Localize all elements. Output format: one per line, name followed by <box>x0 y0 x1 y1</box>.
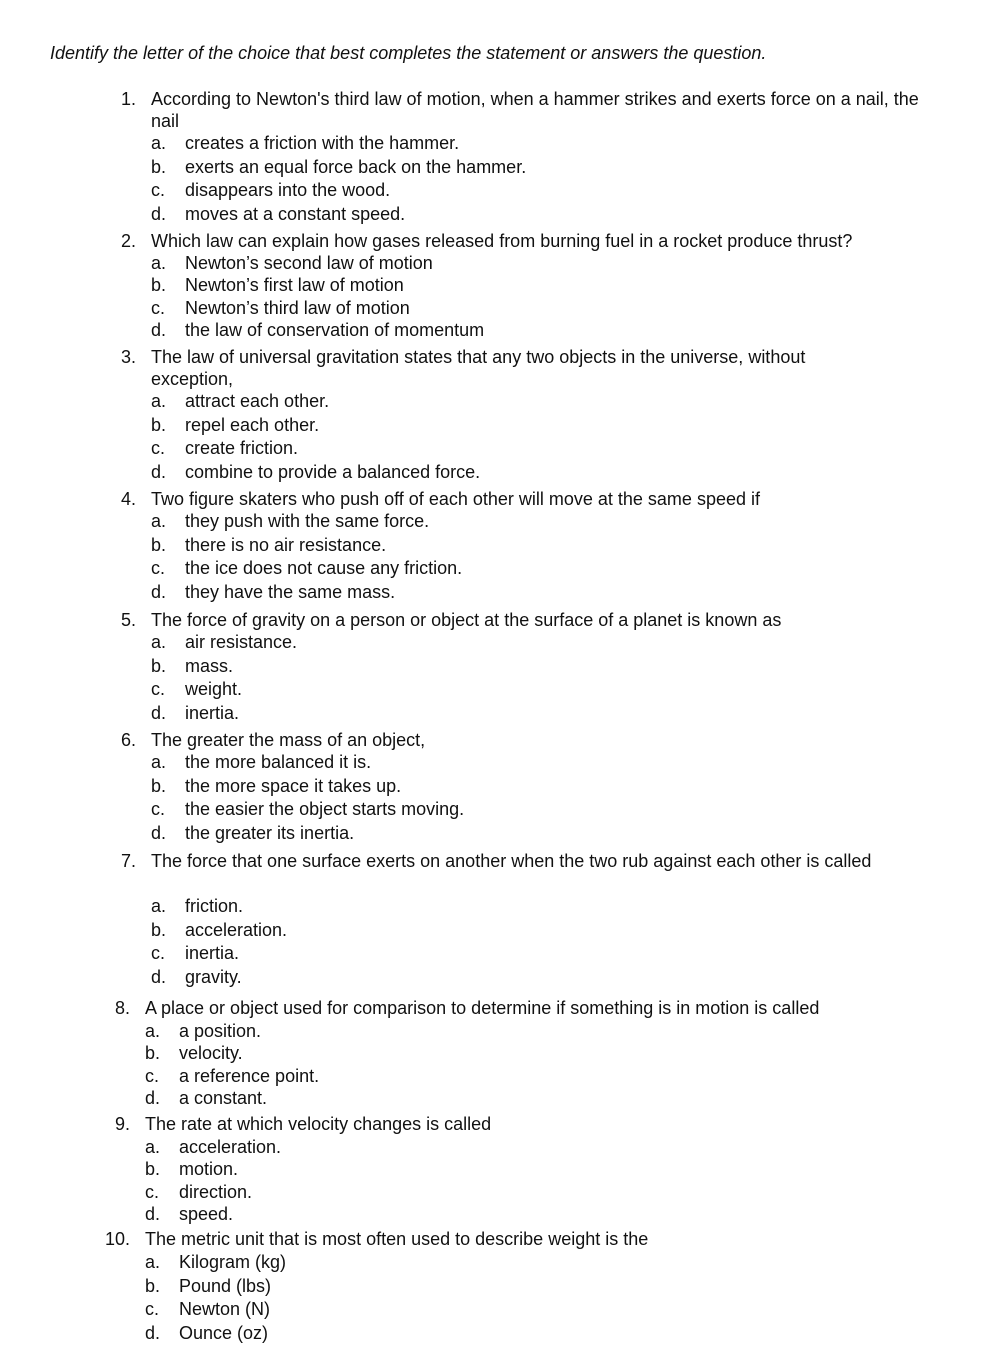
question-text: The law of universal gravitation states that any two objects in the universe, without exception, <box>151 347 806 389</box>
choice-text: disappears into the wood. <box>185 180 391 201</box>
choice-letter: c. <box>151 943 166 964</box>
question-number: 4. <box>120 489 136 509</box>
choice-letter: c. <box>151 180 166 201</box>
choice-text: Newton’s first law of motion <box>185 275 404 296</box>
question-text: The force that one surface exerts on another when the two rub against each other is called <box>151 851 872 871</box>
choice-text: creates a friction with the hammer. <box>185 133 460 153</box>
choice-text: a position. <box>179 1021 262 1041</box>
choice-text: weight. <box>185 679 243 700</box>
choice-text: the ice does not cause any friction. <box>185 558 463 579</box>
choice-letter: a. <box>145 1137 161 1157</box>
choice-text: friction. <box>185 896 244 916</box>
choice-text: Ounce (oz) <box>179 1322 269 1343</box>
choice-letter: d. <box>145 1203 161 1224</box>
choice-text: speed. <box>179 1203 234 1224</box>
choice-text: Pound (lbs) <box>179 1275 272 1296</box>
choice-text: the greater its inertia. <box>185 822 355 843</box>
choice-text: repel each other. <box>185 414 320 435</box>
question-number: 8. <box>114 998 130 1018</box>
choice-text: acceleration. <box>185 919 288 940</box>
choice-letter: a. <box>151 511 167 531</box>
choice-letter: b. <box>151 655 167 676</box>
choice-letter: c. <box>151 558 166 579</box>
choice-letter: c. <box>145 1299 160 1320</box>
choice-text: a constant. <box>179 1087 268 1108</box>
choice-text: direction. <box>179 1181 253 1202</box>
choice-text: Newton’s third law of motion <box>185 297 410 318</box>
instructions: Identify the letter of the choice that best completes the statement or answers the question. <box>50 43 767 63</box>
choice-letter: c. <box>151 679 166 700</box>
choice-letter: b. <box>151 534 167 555</box>
question-text: Two figure skaters who push off of each other will move at the same speed if <box>151 489 760 509</box>
choice-letter: b. <box>145 1159 161 1180</box>
choice-letter: b. <box>145 1043 161 1064</box>
choice-letter: d. <box>151 966 167 987</box>
question-text: The force of gravity on a person or object at the surface of a planet is known as <box>151 610 782 630</box>
choice-text: gravity. <box>185 966 242 987</box>
choice-letter: d. <box>151 203 167 224</box>
question-text: The greater the mass of an object, <box>151 730 426 750</box>
question-text: The rate at which velocity changes is called <box>145 1114 492 1134</box>
choice-letter: a. <box>151 253 167 273</box>
choice-text: air resistance. <box>185 632 298 652</box>
choice-text: moves at a constant speed. <box>185 203 406 224</box>
choice-letter: b. <box>151 775 167 796</box>
choice-text: they push with the same force. <box>185 511 430 531</box>
choice-letter: b. <box>151 919 167 940</box>
choice-text: Newton’s second law of motion <box>185 253 433 273</box>
choice-letter: a. <box>151 896 167 916</box>
choice-letter: b. <box>151 156 167 177</box>
choice-text: acceleration. <box>179 1137 282 1157</box>
question-number: 7. <box>120 851 136 871</box>
choice-letter: a. <box>151 632 167 652</box>
choice-text: combine to provide a balanced force. <box>185 461 481 482</box>
choice-text: Kilogram (kg) <box>179 1252 287 1272</box>
choice-letter: d. <box>145 1322 161 1343</box>
choice-text: the more space it takes up. <box>185 775 402 796</box>
choice-letter: c. <box>151 297 166 318</box>
question-number: 10. <box>104 1229 130 1249</box>
choice-text: they have the same mass. <box>185 581 396 602</box>
choice-letter: c. <box>145 1065 160 1086</box>
question-text: The metric unit that is most often used to describe weight is the <box>145 1229 649 1249</box>
choice-letter: c. <box>151 799 166 820</box>
choice-letter: d. <box>151 461 167 482</box>
choice-text: inertia. <box>185 702 240 723</box>
question-text: A place or object used for comparison to determine if something is in motion is called <box>145 998 820 1018</box>
choice-letter: a. <box>145 1252 161 1272</box>
choice-letter: a. <box>145 1021 161 1041</box>
choice-text: the easier the object starts moving. <box>185 799 465 820</box>
question-number: 3. <box>120 347 136 367</box>
choice-text: a reference point. <box>179 1065 320 1086</box>
choice-letter: d. <box>151 581 167 602</box>
choice-text: Newton (N) <box>179 1299 271 1320</box>
choice-text: create friction. <box>185 438 299 459</box>
choice-letter: d. <box>151 702 167 723</box>
choice-letter: b. <box>151 414 167 435</box>
choice-text: velocity. <box>179 1043 243 1064</box>
choice-letter: a. <box>151 752 167 772</box>
choice-text: motion. <box>179 1159 239 1180</box>
choice-text: there is no air resistance. <box>185 534 387 555</box>
question-text: Which law can explain how gases released from burning fuel in a rocket produce thrust? <box>151 231 853 251</box>
choice-text: the law of conservation of momentum <box>185 319 485 340</box>
choice-letter: b. <box>151 275 167 296</box>
choice-letter: a. <box>151 391 167 411</box>
question-number: 6. <box>120 730 136 750</box>
choice-letter: d. <box>151 319 167 340</box>
choice-text: inertia. <box>185 943 240 964</box>
choice-letter: c. <box>145 1181 160 1202</box>
choice-letter: c. <box>151 438 166 459</box>
choice-text: mass. <box>185 655 234 676</box>
choice-letter: a. <box>151 133 167 153</box>
question-text: According to Newton's third law of motion, when a hammer strikes and exerts force on a nail, the nail <box>151 89 919 131</box>
choice-letter: d. <box>145 1087 161 1108</box>
choice-text: attract each other. <box>185 391 330 411</box>
choice-letter: d. <box>151 822 167 843</box>
question-number: 2. <box>120 231 136 251</box>
choice-text: the more balanced it is. <box>185 752 372 772</box>
choice-letter: b. <box>145 1275 161 1296</box>
question-number: 5. <box>120 610 136 630</box>
question-number: 1. <box>120 89 136 109</box>
question-number: 9. <box>114 1114 130 1134</box>
choice-text: exerts an equal force back on the hammer. <box>185 156 527 177</box>
